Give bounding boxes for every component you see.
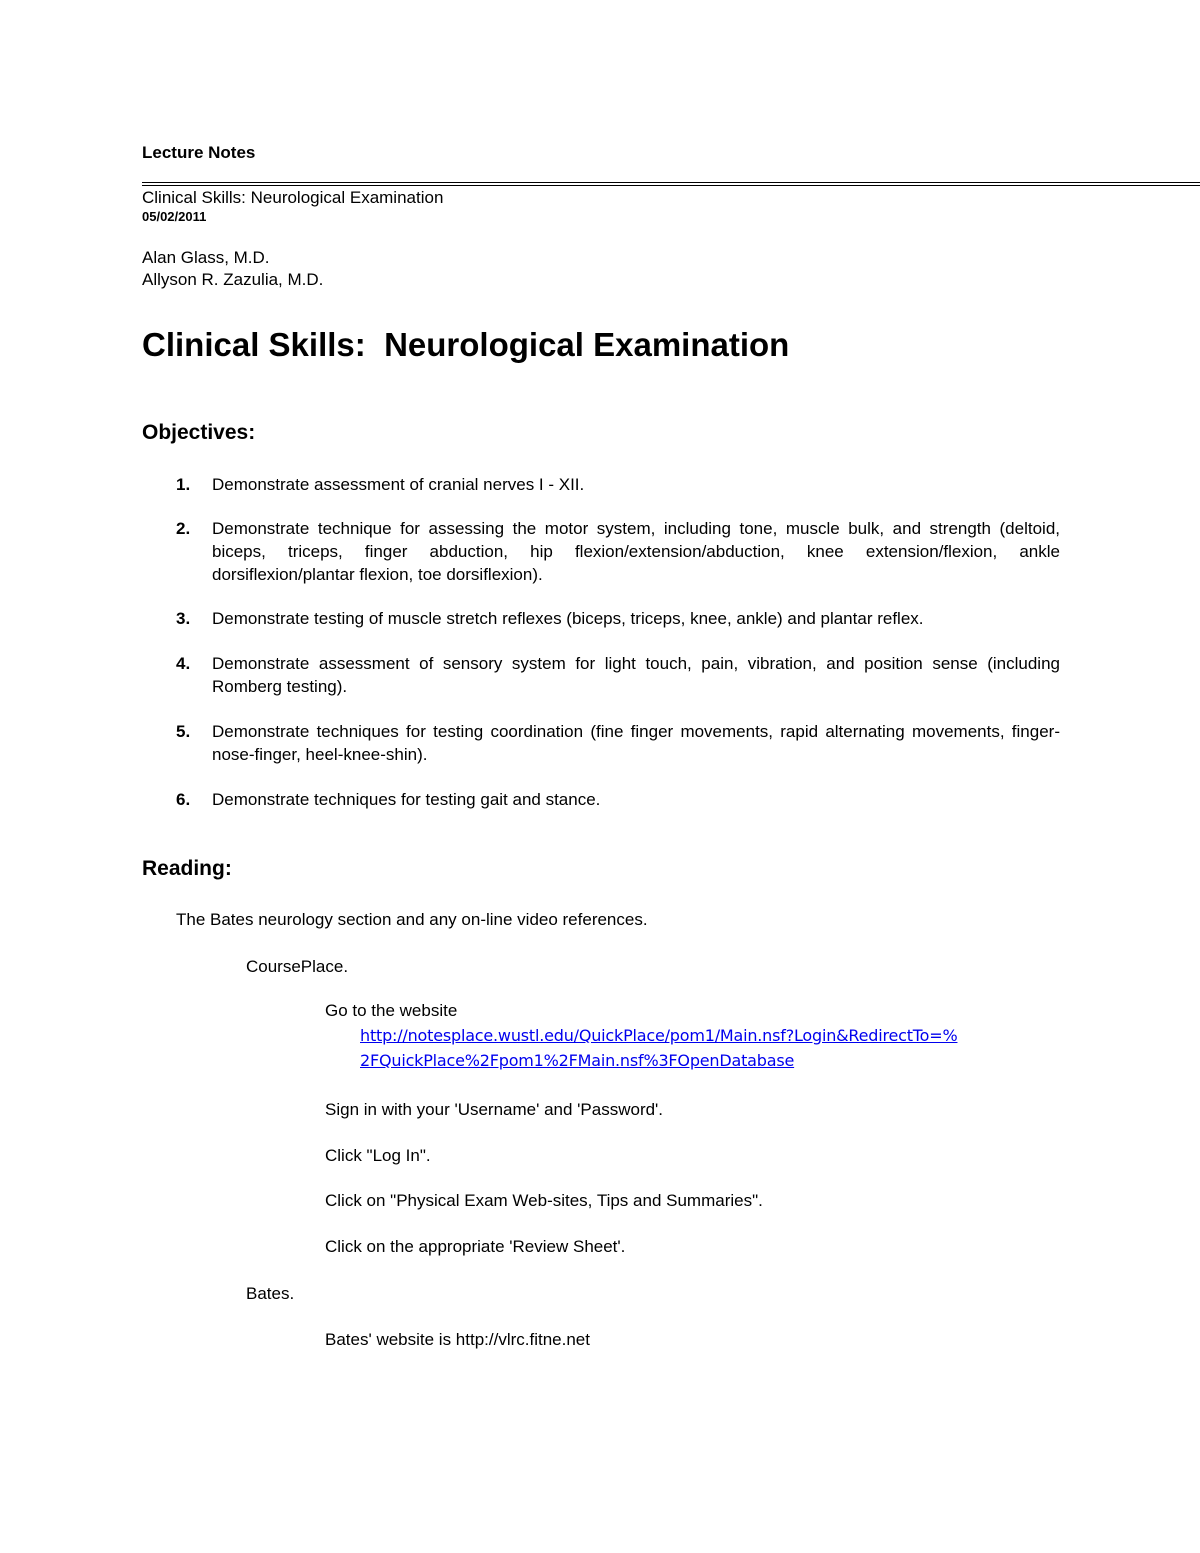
objective-number: 6. bbox=[176, 790, 191, 809]
objective-number: 1. bbox=[176, 475, 191, 494]
header-date: 05/02/2011 bbox=[142, 209, 207, 224]
objective-text: Demonstrate technique for assessing the motor system, including tone, muscle bulk, and strength (deltoid, biceps, triceps, finger abduction, hip flexion/extension/abduction, knee extension/flexion, ankle dorsiflexion/plantar flexion, toe dorsiflexion). bbox=[212, 519, 1060, 584]
objective-number: 4. bbox=[176, 654, 191, 673]
objective-text: Demonstrate techniques for testing gait and stance. bbox=[212, 790, 601, 809]
objective-number: 5. bbox=[176, 722, 191, 741]
reading-heading: Reading: bbox=[142, 857, 232, 880]
objective-number: 3. bbox=[176, 609, 191, 628]
page-title: Clinical Skills: Neurological Examination bbox=[142, 326, 790, 363]
header-rule-top bbox=[142, 182, 1200, 183]
author-2: Allyson R. Zazulia, M.D. bbox=[142, 270, 324, 289]
bates-label: Bates. bbox=[246, 1284, 295, 1303]
objective-item-2 bbox=[176, 517, 1060, 586]
objective-text: Demonstrate techniques for testing coordination (fine finger movements, rapid alternating movements, finger-nose-finger, heel-knee-shin). bbox=[212, 722, 1060, 764]
author-1: Alan Glass, M.D. bbox=[142, 248, 270, 267]
courseplace-link-line-2[interactable]: 2FQuickPlace%2Fpom1%2FMain.nsf%3FOpenDatabase bbox=[360, 1051, 795, 1070]
courseplace-label: CoursePlace. bbox=[246, 957, 349, 976]
objectives-heading: Objectives: bbox=[142, 421, 256, 444]
reading-intro: The Bates neurology section and any on-line video references. bbox=[176, 910, 648, 929]
objective-item-6 bbox=[176, 788, 1060, 811]
step-log-in: Click "Log In". bbox=[325, 1146, 431, 1165]
courseplace-link-line-1[interactable]: http://notesplace.wustl.edu/QuickPlace/pom1/Main.nsf?Login&RedirectTo=% bbox=[360, 1026, 958, 1045]
step-review-sheet: Click on the appropriate 'Review Sheet'. bbox=[325, 1237, 626, 1256]
header-course-name: Clinical Skills: Neurological Examination bbox=[142, 188, 444, 207]
objective-item-4 bbox=[176, 652, 1060, 698]
objective-number: 2. bbox=[176, 519, 191, 538]
objective-item-1 bbox=[176, 473, 1060, 496]
objective-text: Demonstrate assessment of cranial nerves I - XII. bbox=[212, 475, 585, 494]
lecture-notes-label: Lecture Notes bbox=[142, 143, 256, 162]
objective-item-5 bbox=[176, 720, 1060, 766]
step-physical-exam: Click on "Physical Exam Web-sites, Tips and Summaries". bbox=[325, 1191, 763, 1210]
objective-text: Demonstrate testing of muscle stretch reflexes (biceps, triceps, knee, ankle) and plantar reflex. bbox=[212, 609, 924, 628]
go-to-website-text: Go to the website bbox=[325, 1001, 458, 1020]
step-sign-in: Sign in with your 'Username' and 'Password'. bbox=[325, 1100, 664, 1119]
bates-website-text: Bates' website is http://vlrc.fitne.net bbox=[325, 1330, 590, 1349]
objective-item-3 bbox=[176, 607, 1060, 630]
objective-text: Demonstrate assessment of sensory system for light touch, pain, vibration, and position sense (including Romberg testing). bbox=[212, 654, 1060, 696]
header-rule-bottom bbox=[142, 185, 1200, 186]
